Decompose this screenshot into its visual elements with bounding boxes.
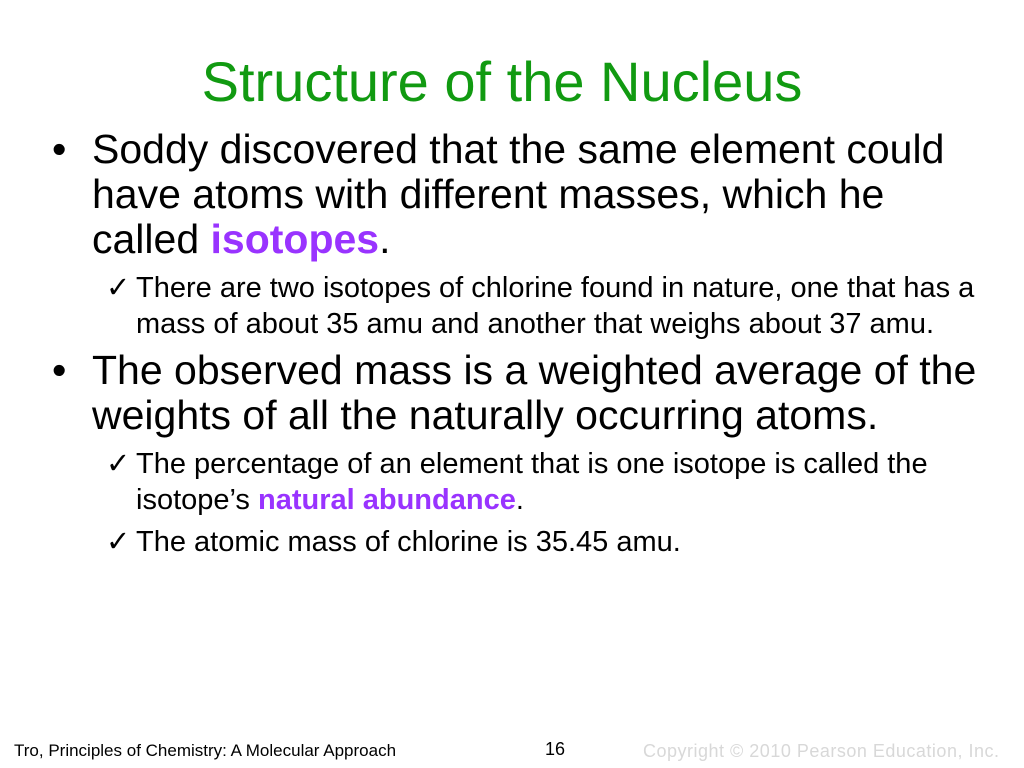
sub-bullet-text: The percentage of an element that is one isotope is called the isotope’s [136, 448, 928, 516]
bullet-text: The observed mass is a weighted average of the weights of all the naturally occurring atoms. [92, 347, 977, 438]
sub-bullet-text: The atomic mass of chlorine is 35.45 amu. [136, 526, 681, 558]
sub-bullet-text: There are two isotopes of chlorine found in nature, one that has a mass of about 35 amu and another that weighs about 37 amu. [136, 272, 975, 340]
page-number: 16 [545, 739, 566, 759]
bullet-item [52, 127, 992, 262]
sub-bullet-item [52, 270, 992, 342]
check-icon: ✓ [106, 272, 131, 304]
copyright-notice: Copyright © 2010 Pearson Education, Inc. [643, 741, 1000, 761]
bullet-icon: • [52, 347, 67, 393]
sub-bullet-text-end: . [515, 484, 524, 516]
check-icon: ✓ [106, 526, 131, 558]
sub-bullet-item [52, 446, 992, 518]
highlight-term: isotopes [210, 216, 380, 262]
highlight-term: natural abundance [258, 484, 516, 516]
check-icon: ✓ [106, 448, 131, 480]
bullet-text-end: . [379, 216, 391, 262]
bullet-text: Soddy discovered that the same element could have atoms with different masses, which he called [92, 126, 945, 262]
bullet-icon: • [52, 126, 67, 172]
footer-book-title: Tro, Principles of Chemistry: A Molecular Approach [14, 741, 397, 760]
bullet-item [52, 348, 992, 438]
slide-content [52, 127, 992, 566]
sub-bullet-item [52, 524, 992, 560]
slide-title: Structure of the Nucleus [201, 50, 803, 113]
